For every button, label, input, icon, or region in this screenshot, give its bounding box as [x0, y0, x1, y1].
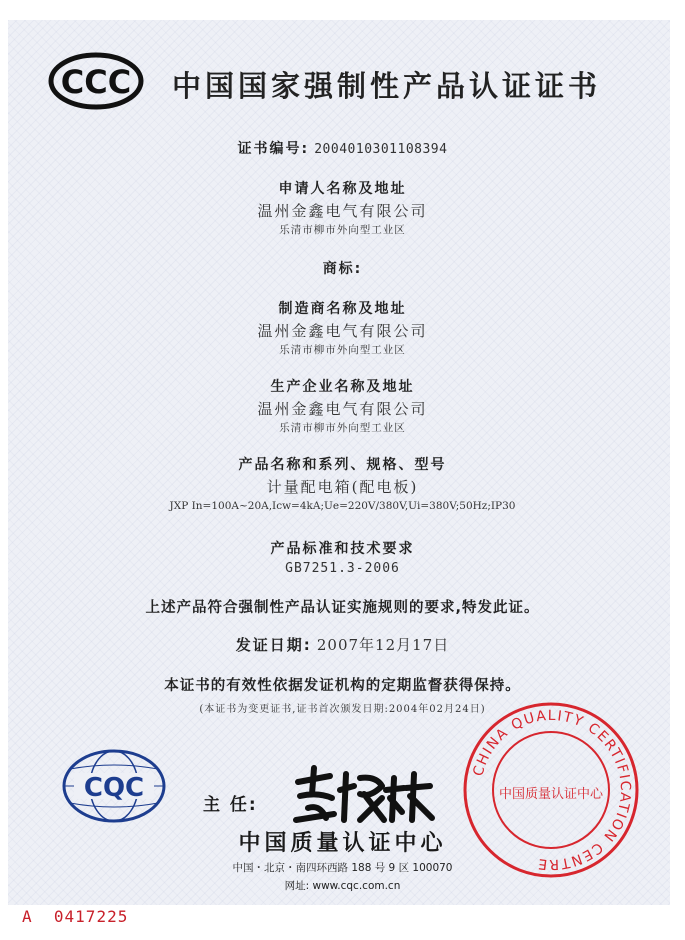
serial-number: [22, 907, 128, 926]
issue-date-value: 2007年12月17日: [316, 636, 450, 654]
organization-website: 网址: www.cqc.com.cn: [284, 880, 401, 892]
cqc-logo-text: CQC: [83, 773, 145, 803]
product-label: 产品名称和系列、规格、型号: [238, 457, 447, 473]
certificate-number: [0, 138, 685, 158]
factory-address: 乐清市柳市外向型工业区: [279, 422, 406, 434]
issue-date-label: 发证日期:: [235, 636, 312, 654]
ccc-mark-icon: [48, 52, 144, 110]
page-title: 中国国家强制性产品认证证书: [172, 69, 602, 103]
first-issue-note: (本证书为变更证书,证书首次颁发日期:2004年02月24日): [199, 704, 486, 715]
seal-outer-text: CHINA QUALITY CERTIFICATION CENTRE: [470, 707, 634, 873]
standard-label: 产品标准和技术要求: [270, 541, 415, 557]
trademark-label: 商标:: [322, 261, 363, 277]
applicant-label: 申请人名称及地址: [278, 181, 407, 197]
serial-value: 0417225: [53, 907, 129, 926]
director-label: 主 任:: [203, 795, 258, 815]
product-spec: JXP In=100A~20A,Icw=4kA;Ue=220V/380V,Ui=380V;50Hz;IP30: [169, 500, 516, 512]
standard-value: GB7251.3-2006: [285, 561, 400, 576]
seal-inner-text: 中国质量认证中心: [498, 787, 604, 802]
factory-label: 生产企业名称及地址: [270, 379, 415, 395]
product-name: 计量配电箱(配电板): [266, 478, 419, 496]
certificate-number-value: 2004010301108394: [314, 142, 448, 157]
manufacturer-address: 乐清市柳市外向型工业区: [279, 344, 406, 356]
cqc-globe-logo-icon: [60, 747, 168, 825]
organization-address: 中国・北京・南四环西路 188 号 9 区 100070: [232, 862, 453, 874]
certificate-number-label: 证书编号:: [237, 141, 310, 157]
issue-date: [0, 634, 685, 655]
ccc-letters: CCC: [60, 63, 132, 101]
handwritten-signature-icon: [290, 764, 440, 826]
declaration-text: 上述产品符合强制性产品认证实施规则的要求,特发此证。: [145, 600, 540, 616]
factory-name: 温州金鑫电气有限公司: [257, 400, 428, 418]
applicant-address: 乐清市柳市外向型工业区: [279, 224, 406, 236]
applicant-name: 温州金鑫电气有限公司: [257, 202, 428, 220]
manufacturer-label: 制造商名称及地址: [278, 301, 407, 317]
serial-prefix: A: [22, 907, 33, 926]
organization-name: 中国质量认证中心: [238, 831, 447, 856]
validity-text: 本证书的有效性依据发证机构的定期监督获得保持。: [164, 678, 521, 694]
manufacturer-name: 温州金鑫电气有限公司: [257, 322, 428, 340]
